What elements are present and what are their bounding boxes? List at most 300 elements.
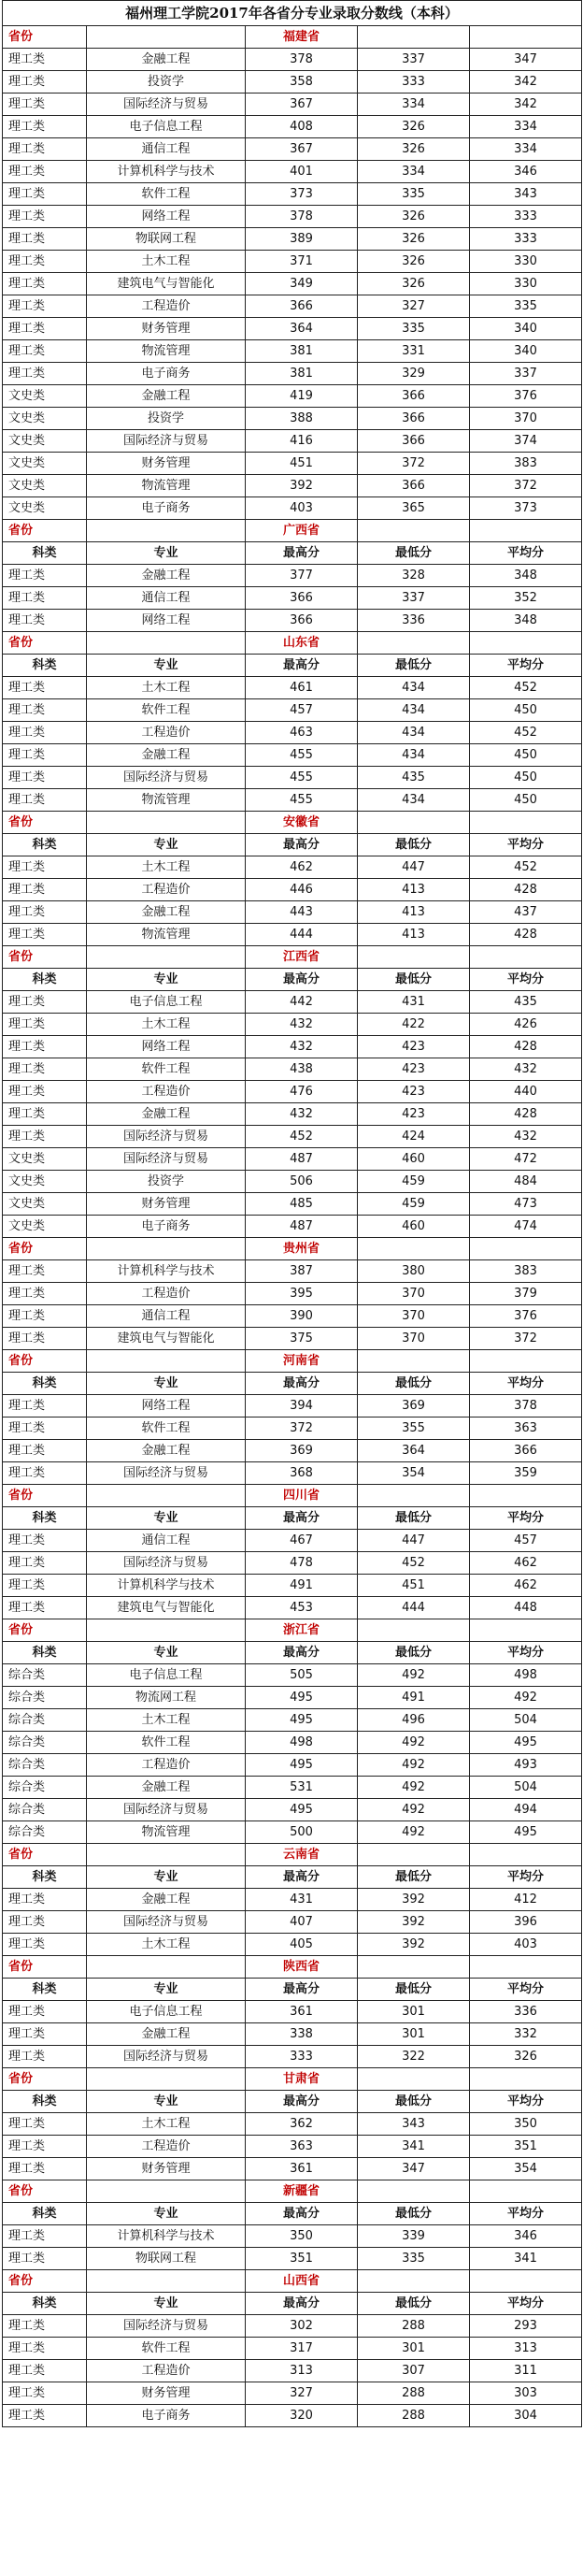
province-spacer [470, 946, 582, 969]
major-cell: 土木工程 [87, 677, 246, 699]
province-row [3, 1350, 582, 1373]
min-score-cell: 459 [358, 1171, 470, 1193]
column-header-row [3, 969, 582, 991]
major-cell: 物流管理 [87, 1821, 246, 1844]
major-cell: 工程造价 [87, 1081, 246, 1103]
min-score-cell: 434 [358, 744, 470, 767]
min-score-cell: 434 [358, 722, 470, 744]
avg-score-cell: 440 [470, 1081, 582, 1103]
min-score-cell: 337 [358, 587, 470, 610]
avg-score-cell: 432 [470, 1058, 582, 1081]
min-score-cell: 413 [358, 901, 470, 924]
avg-score-cell: 347 [470, 49, 582, 71]
province-label: 省份 [3, 520, 87, 542]
avg-score-cell: 498 [470, 1664, 582, 1687]
category-cell: 理工类 [3, 565, 87, 587]
col-header-min: 最低分 [358, 1373, 470, 1395]
major-cell: 国际经济与贸易 [87, 1148, 246, 1171]
category-cell: 理工类 [3, 1260, 87, 1283]
table-row [3, 363, 582, 385]
category-cell: 理工类 [3, 2360, 87, 2382]
col-header-min: 最低分 [358, 2091, 470, 2113]
table-row [3, 1575, 582, 1597]
avg-score-cell: 343 [470, 183, 582, 206]
max-score-cell: 485 [246, 1193, 358, 1216]
category-cell: 理工类 [3, 1305, 87, 1328]
col-header-min: 最低分 [358, 1642, 470, 1664]
category-cell: 文史类 [3, 1171, 87, 1193]
table-row [3, 1193, 582, 1216]
major-cell: 金融工程 [87, 385, 246, 408]
major-cell: 电子商务 [87, 2405, 246, 2427]
category-cell: 理工类 [3, 49, 87, 71]
max-score-cell: 495 [246, 1709, 358, 1732]
table-row [3, 1687, 582, 1709]
min-score-cell: 447 [358, 856, 470, 879]
province-name: 河南省 [246, 1350, 358, 1373]
province-name: 山东省 [246, 632, 358, 655]
major-cell: 财务管理 [87, 2382, 246, 2405]
max-score-cell: 313 [246, 2360, 358, 2382]
max-score-cell: 487 [246, 1148, 358, 1171]
major-cell: 软件工程 [87, 2338, 246, 2360]
min-score-cell: 492 [358, 1821, 470, 1844]
min-score-cell: 307 [358, 2360, 470, 2382]
max-score-cell: 416 [246, 430, 358, 453]
col-header-avg: 平均分 [470, 969, 582, 991]
table-row [3, 1283, 582, 1305]
avg-score-cell: 333 [470, 228, 582, 251]
major-cell: 金融工程 [87, 49, 246, 71]
col-header-avg: 平均分 [470, 1642, 582, 1664]
avg-score-cell: 374 [470, 430, 582, 453]
major-cell: 土木工程 [87, 1014, 246, 1036]
major-cell: 计算机科学与技术 [87, 161, 246, 183]
major-cell: 工程造价 [87, 879, 246, 901]
table-row [3, 273, 582, 295]
major-cell: 国际经济与贸易 [87, 2315, 246, 2338]
category-cell: 理工类 [3, 228, 87, 251]
province-spacer [87, 812, 246, 834]
min-score-cell: 392 [358, 1889, 470, 1911]
min-score-cell: 337 [358, 49, 470, 71]
major-cell: 软件工程 [87, 1058, 246, 1081]
col-header-max: 最高分 [246, 1507, 358, 1530]
col-header-max: 最高分 [246, 655, 358, 677]
province-spacer [470, 632, 582, 655]
major-cell: 国际经济与贸易 [87, 1911, 246, 1934]
table-row [3, 49, 582, 71]
min-score-cell: 341 [358, 2136, 470, 2158]
avg-score-cell: 346 [470, 2225, 582, 2248]
max-score-cell: 463 [246, 722, 358, 744]
min-score-cell: 326 [358, 116, 470, 138]
min-score-cell: 364 [358, 1440, 470, 1462]
table-row [3, 2023, 582, 2046]
min-score-cell: 435 [358, 767, 470, 789]
max-score-cell: 455 [246, 789, 358, 812]
avg-score-cell: 450 [470, 767, 582, 789]
max-score-cell: 373 [246, 183, 358, 206]
max-score-cell: 366 [246, 295, 358, 318]
min-score-cell: 328 [358, 565, 470, 587]
max-score-cell: 338 [246, 2023, 358, 2046]
min-score-cell: 366 [358, 408, 470, 430]
min-score-cell: 334 [358, 94, 470, 116]
col-header-avg: 平均分 [470, 2203, 582, 2225]
col-header-major: 专业 [87, 834, 246, 856]
max-score-cell: 361 [246, 2001, 358, 2023]
max-score-cell: 478 [246, 1552, 358, 1575]
province-spacer [358, 1619, 470, 1642]
avg-score-cell: 472 [470, 1148, 582, 1171]
province-label: 省份 [3, 2270, 87, 2293]
avg-score-cell: 504 [470, 1777, 582, 1799]
major-cell: 土木工程 [87, 856, 246, 879]
avg-score-cell: 334 [470, 116, 582, 138]
max-score-cell: 452 [246, 1126, 358, 1148]
category-cell: 理工类 [3, 138, 87, 161]
col-header-avg: 平均分 [470, 1979, 582, 2001]
table-row [3, 228, 582, 251]
table-row [3, 183, 582, 206]
province-label: 省份 [3, 1485, 87, 1507]
major-cell: 金融工程 [87, 1103, 246, 1126]
province-label: 省份 [3, 1238, 87, 1260]
province-name: 福建省 [246, 26, 358, 49]
province-label: 省份 [3, 2068, 87, 2091]
category-cell: 理工类 [3, 2338, 87, 2360]
category-cell: 文史类 [3, 385, 87, 408]
max-score-cell: 403 [246, 497, 358, 520]
max-score-cell: 506 [246, 1171, 358, 1193]
table-row [3, 789, 582, 812]
major-cell: 国际经济与贸易 [87, 430, 246, 453]
province-spacer [87, 2270, 246, 2293]
avg-score-cell: 352 [470, 587, 582, 610]
category-cell: 理工类 [3, 744, 87, 767]
major-cell: 金融工程 [87, 901, 246, 924]
major-cell: 国际经济与贸易 [87, 94, 246, 116]
max-score-cell: 333 [246, 2046, 358, 2068]
avg-score-cell: 366 [470, 1440, 582, 1462]
min-score-cell: 452 [358, 1552, 470, 1575]
table-row [3, 318, 582, 340]
province-spacer [87, 26, 246, 49]
avg-score-cell: 428 [470, 879, 582, 901]
column-header-row [3, 542, 582, 565]
province-spacer [358, 2180, 470, 2203]
col-header-major: 专业 [87, 2203, 246, 2225]
major-cell: 计算机科学与技术 [87, 1575, 246, 1597]
min-score-cell: 333 [358, 71, 470, 94]
category-cell: 理工类 [3, 318, 87, 340]
major-cell: 财务管理 [87, 1193, 246, 1216]
col-header-max: 最高分 [246, 2203, 358, 2225]
col-header-category: 科类 [3, 1866, 87, 1889]
col-header-avg: 平均分 [470, 834, 582, 856]
max-score-cell: 361 [246, 2158, 358, 2180]
category-cell: 理工类 [3, 1014, 87, 1036]
province-label: 省份 [3, 1619, 87, 1642]
province-row [3, 946, 582, 969]
category-cell: 文史类 [3, 475, 87, 497]
avg-score-cell: 350 [470, 2113, 582, 2136]
category-cell: 理工类 [3, 1058, 87, 1081]
table-row [3, 1754, 582, 1777]
max-score-cell: 467 [246, 1530, 358, 1552]
table-row [3, 408, 582, 430]
major-cell: 投资学 [87, 71, 246, 94]
category-cell: 理工类 [3, 295, 87, 318]
avg-score-cell: 378 [470, 1395, 582, 1418]
table-row [3, 1462, 582, 1485]
category-cell: 综合类 [3, 1732, 87, 1754]
major-cell: 投资学 [87, 1171, 246, 1193]
category-cell: 理工类 [3, 879, 87, 901]
min-score-cell: 301 [358, 2023, 470, 2046]
avg-score-cell: 376 [470, 1305, 582, 1328]
table-row [3, 1395, 582, 1418]
major-cell: 电子信息工程 [87, 2001, 246, 2023]
province-spacer [470, 812, 582, 834]
category-cell: 文史类 [3, 497, 87, 520]
province-row [3, 632, 582, 655]
table-row [3, 206, 582, 228]
col-header-max: 最高分 [246, 1866, 358, 1889]
max-score-cell: 358 [246, 71, 358, 94]
province-spacer [358, 2068, 470, 2091]
col-header-min: 最低分 [358, 542, 470, 565]
major-cell: 国际经济与贸易 [87, 1126, 246, 1148]
table-row [3, 1148, 582, 1171]
major-cell: 电子信息工程 [87, 991, 246, 1014]
table-row [3, 1328, 582, 1350]
province-spacer [87, 1485, 246, 1507]
avg-score-cell: 313 [470, 2338, 582, 2360]
avg-score-cell: 462 [470, 1552, 582, 1575]
col-header-major: 专业 [87, 1507, 246, 1530]
avg-score-cell: 293 [470, 2315, 582, 2338]
table-row [3, 1530, 582, 1552]
min-score-cell: 288 [358, 2405, 470, 2427]
table-row [3, 1732, 582, 1754]
category-cell: 综合类 [3, 1687, 87, 1709]
avg-score-cell: 348 [470, 610, 582, 632]
table-row [3, 879, 582, 901]
min-score-cell: 434 [358, 789, 470, 812]
page-title: 福州理工学院2017年各省分专业录取分数线（本科） [3, 1, 582, 26]
col-header-category: 科类 [3, 1507, 87, 1530]
avg-score-cell: 333 [470, 206, 582, 228]
max-score-cell: 395 [246, 1283, 358, 1305]
max-score-cell: 431 [246, 1889, 358, 1911]
col-header-major: 专业 [87, 1866, 246, 1889]
max-score-cell: 394 [246, 1395, 358, 1418]
province-spacer [358, 1956, 470, 1979]
min-score-cell: 496 [358, 1709, 470, 1732]
province-spacer [470, 1485, 582, 1507]
min-score-cell: 301 [358, 2001, 470, 2023]
category-cell: 理工类 [3, 677, 87, 699]
category-cell: 理工类 [3, 1440, 87, 1462]
table-row [3, 1777, 582, 1799]
category-cell: 理工类 [3, 1126, 87, 1148]
table-row [3, 1709, 582, 1732]
province-label: 省份 [3, 1844, 87, 1866]
province-name: 陕西省 [246, 1956, 358, 1979]
table-row [3, 430, 582, 453]
max-score-cell: 498 [246, 1732, 358, 1754]
avg-score-cell: 340 [470, 318, 582, 340]
category-cell: 理工类 [3, 1081, 87, 1103]
max-score-cell: 443 [246, 901, 358, 924]
table-row [3, 116, 582, 138]
col-header-min: 最低分 [358, 969, 470, 991]
min-score-cell: 422 [358, 1014, 470, 1036]
province-spacer [358, 1238, 470, 1260]
category-cell: 理工类 [3, 2315, 87, 2338]
province-name: 四川省 [246, 1485, 358, 1507]
province-name: 云南省 [246, 1844, 358, 1866]
min-score-cell: 354 [358, 1462, 470, 1485]
col-header-avg: 平均分 [470, 542, 582, 565]
col-header-major: 专业 [87, 1642, 246, 1664]
category-cell: 理工类 [3, 1328, 87, 1350]
major-cell: 土木工程 [87, 2113, 246, 2136]
max-score-cell: 531 [246, 1777, 358, 1799]
category-cell: 理工类 [3, 2248, 87, 2270]
avg-score-cell: 492 [470, 1687, 582, 1709]
province-name: 安徽省 [246, 812, 358, 834]
major-cell: 金融工程 [87, 1889, 246, 1911]
avg-score-cell: 473 [470, 1193, 582, 1216]
table-row [3, 138, 582, 161]
province-spacer [470, 1350, 582, 1373]
major-cell: 计算机科学与技术 [87, 2225, 246, 2248]
avg-score-cell: 437 [470, 901, 582, 924]
column-header-row [3, 1373, 582, 1395]
max-score-cell: 405 [246, 1934, 358, 1956]
table-row [3, 1440, 582, 1462]
major-cell: 金融工程 [87, 2023, 246, 2046]
col-header-category: 科类 [3, 1642, 87, 1664]
category-cell: 理工类 [3, 183, 87, 206]
col-header-min: 最低分 [358, 2203, 470, 2225]
avg-score-cell: 332 [470, 2023, 582, 2046]
table-row [3, 71, 582, 94]
avg-score-cell: 396 [470, 1911, 582, 1934]
max-score-cell: 366 [246, 587, 358, 610]
table-row [3, 1305, 582, 1328]
avg-score-cell: 450 [470, 789, 582, 812]
major-cell: 金融工程 [87, 565, 246, 587]
max-score-cell: 505 [246, 1664, 358, 1687]
province-name: 甘肃省 [246, 2068, 358, 2091]
category-cell: 理工类 [3, 767, 87, 789]
category-cell: 理工类 [3, 1283, 87, 1305]
avg-score-cell: 450 [470, 699, 582, 722]
avg-score-cell: 428 [470, 924, 582, 946]
max-score-cell: 442 [246, 991, 358, 1014]
title-row [3, 1, 582, 26]
max-score-cell: 476 [246, 1081, 358, 1103]
col-header-category: 科类 [3, 2293, 87, 2315]
province-spacer [470, 1238, 582, 1260]
avg-score-cell: 351 [470, 2136, 582, 2158]
category-cell: 理工类 [3, 363, 87, 385]
min-score-cell: 423 [358, 1058, 470, 1081]
avg-score-cell: 311 [470, 2360, 582, 2382]
category-cell: 文史类 [3, 408, 87, 430]
category-cell: 理工类 [3, 116, 87, 138]
col-header-major: 专业 [87, 969, 246, 991]
min-score-cell: 460 [358, 1148, 470, 1171]
major-cell: 土木工程 [87, 251, 246, 273]
table-row [3, 2360, 582, 2382]
province-row [3, 26, 582, 49]
max-score-cell: 389 [246, 228, 358, 251]
province-spacer [87, 1619, 246, 1642]
category-cell: 文史类 [3, 430, 87, 453]
avg-score-cell: 435 [470, 991, 582, 1014]
table-row [3, 587, 582, 610]
min-score-cell: 322 [358, 2046, 470, 2068]
category-cell: 理工类 [3, 2382, 87, 2405]
province-spacer [87, 520, 246, 542]
major-cell: 工程造价 [87, 1283, 246, 1305]
table-row [3, 565, 582, 587]
min-score-cell: 370 [358, 1283, 470, 1305]
table-row [3, 1126, 582, 1148]
avg-score-cell: 326 [470, 2046, 582, 2068]
province-spacer [470, 2068, 582, 2091]
major-cell: 金融工程 [87, 744, 246, 767]
category-cell: 理工类 [3, 1395, 87, 1418]
score-table [2, 0, 582, 2427]
min-score-cell: 366 [358, 385, 470, 408]
min-score-cell: 326 [358, 273, 470, 295]
max-score-cell: 462 [246, 856, 358, 879]
max-score-cell: 372 [246, 1418, 358, 1440]
category-cell: 理工类 [3, 1530, 87, 1552]
column-header-row [3, 1507, 582, 1530]
max-score-cell: 453 [246, 1597, 358, 1619]
avg-score-cell: 432 [470, 1126, 582, 1148]
min-score-cell: 423 [358, 1081, 470, 1103]
major-cell: 软件工程 [87, 1732, 246, 1754]
avg-score-cell: 495 [470, 1732, 582, 1754]
category-cell: 理工类 [3, 587, 87, 610]
min-score-cell: 392 [358, 1934, 470, 1956]
province-spacer [358, 812, 470, 834]
max-score-cell: 495 [246, 1687, 358, 1709]
max-score-cell: 455 [246, 767, 358, 789]
max-score-cell: 378 [246, 49, 358, 71]
table-row [3, 722, 582, 744]
avg-score-cell: 428 [470, 1036, 582, 1058]
min-score-cell: 492 [358, 1754, 470, 1777]
max-score-cell: 327 [246, 2382, 358, 2405]
avg-score-cell: 412 [470, 1889, 582, 1911]
avg-score-cell: 373 [470, 497, 582, 520]
major-cell: 财务管理 [87, 318, 246, 340]
table-row [3, 2136, 582, 2158]
category-cell: 理工类 [3, 2023, 87, 2046]
max-score-cell: 350 [246, 2225, 358, 2248]
max-score-cell: 432 [246, 1103, 358, 1126]
major-cell: 土木工程 [87, 1934, 246, 1956]
